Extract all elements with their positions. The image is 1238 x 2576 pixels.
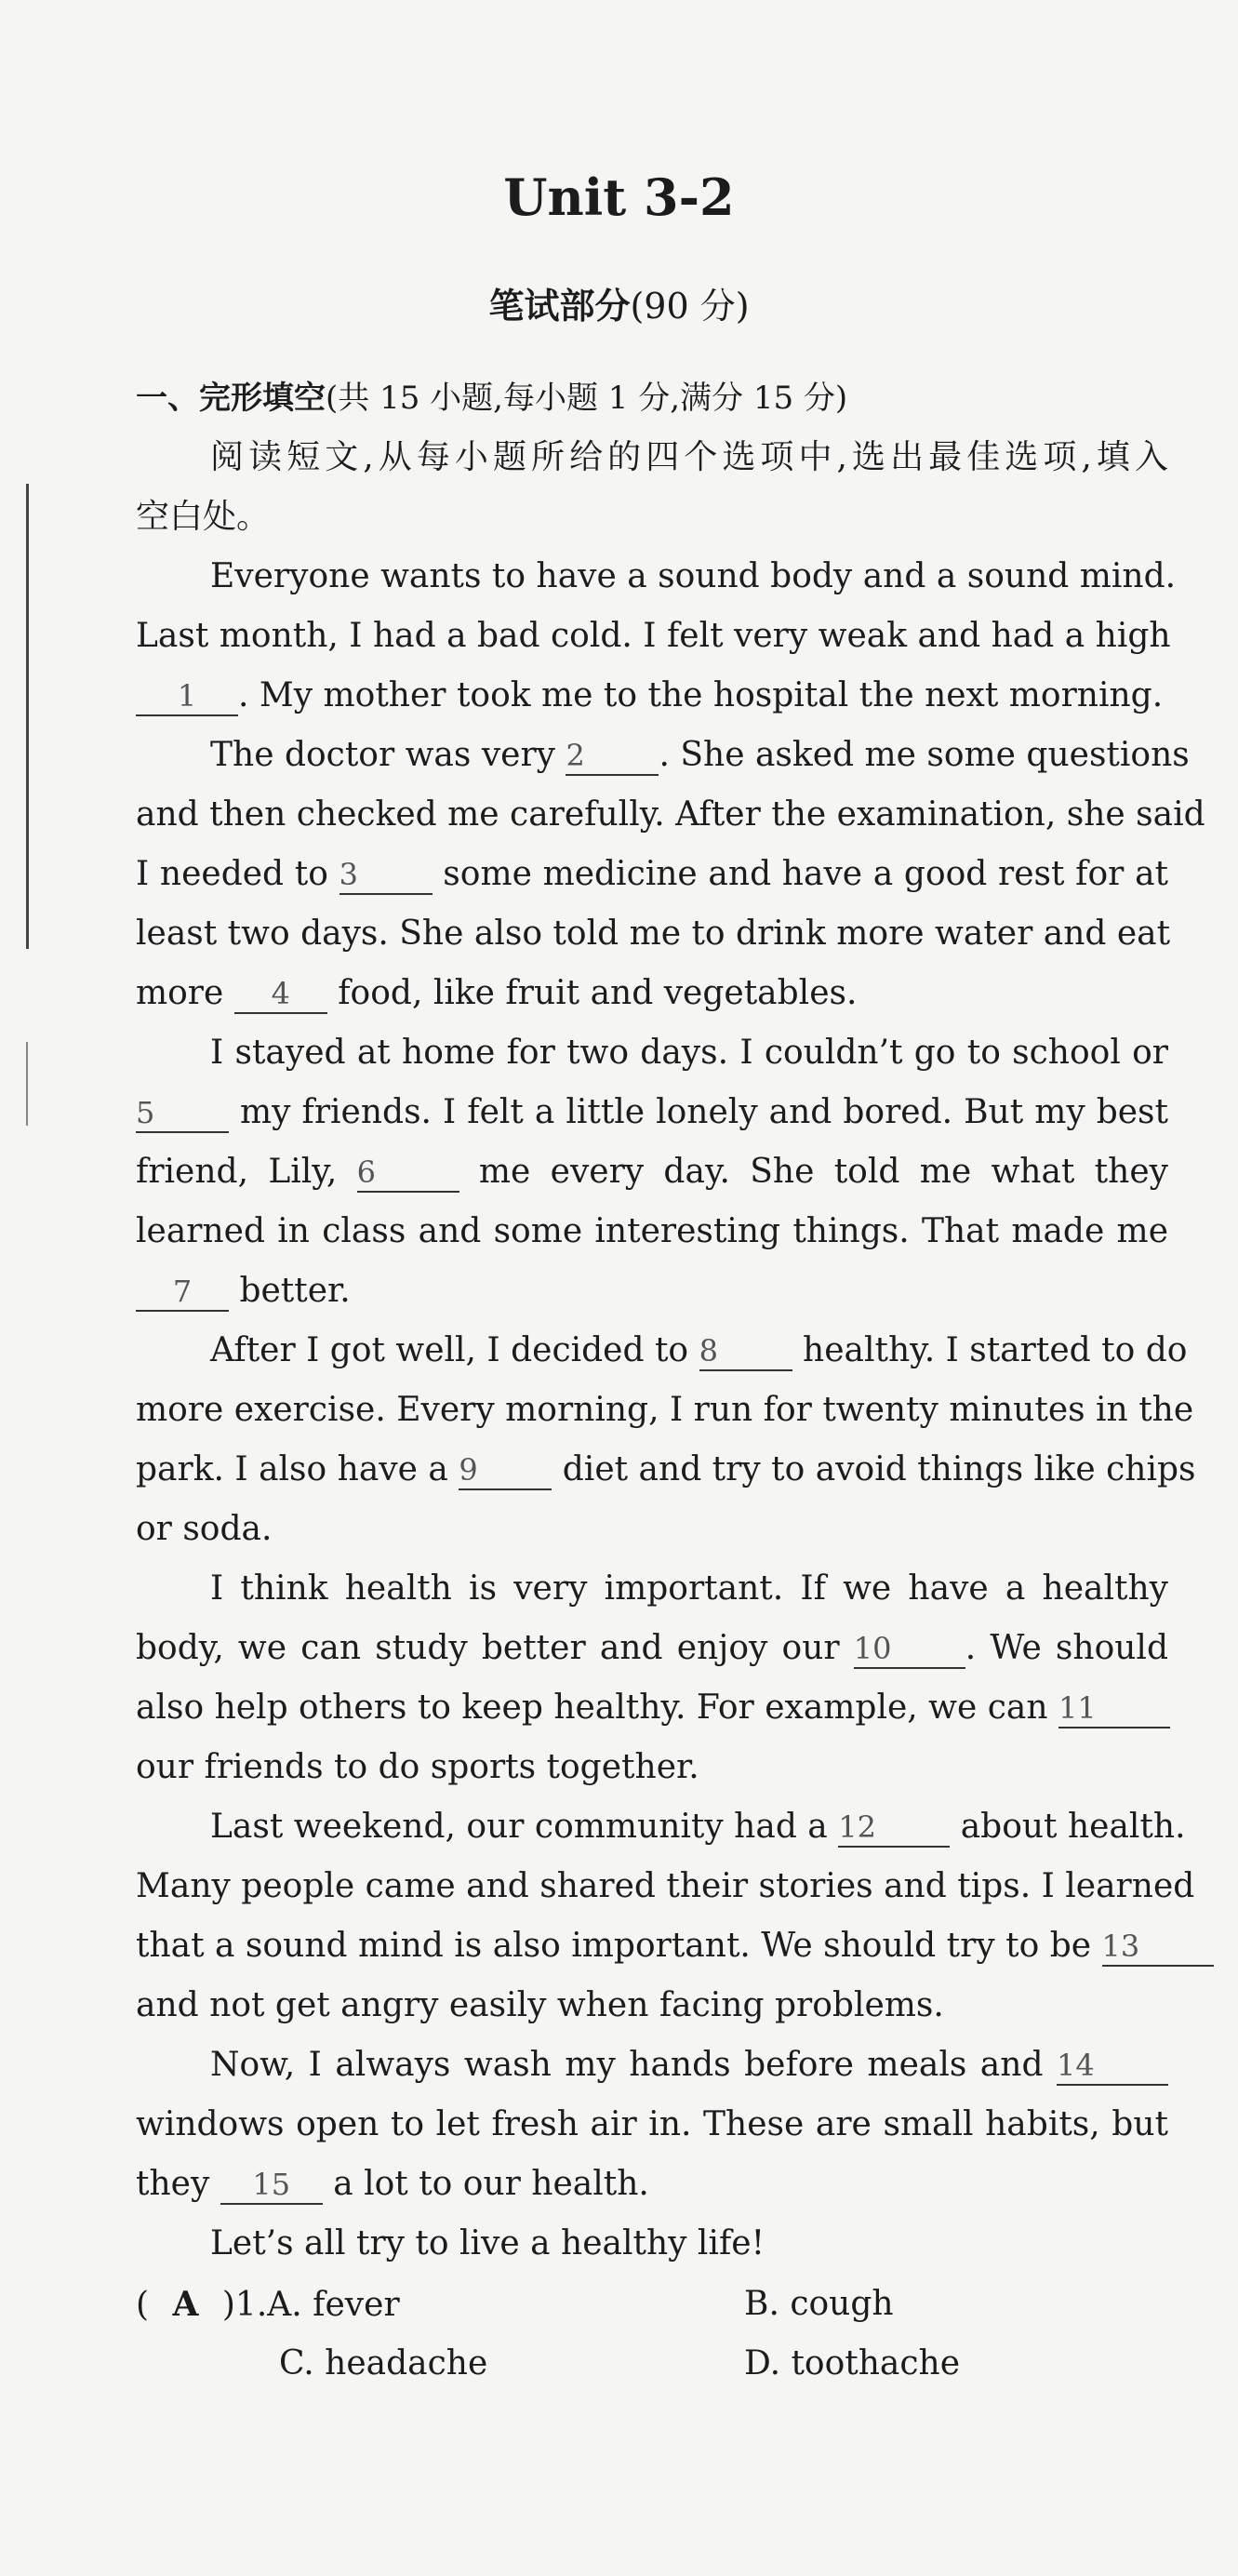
passage-text: After I got well, I decided to [210,1331,689,1369]
blank-15[interactable]: 15 [220,2166,323,2205]
passage-text: Now, I always wash my hands before meals and [210,2046,1044,2084]
passage-line [136,1797,1186,1857]
passage-text: park. I also have a [136,1450,448,1488]
passage-text: they [136,2165,210,2203]
option-b[interactable]: B. cough [744,2285,894,2323]
passage-text: also help others to keep healthy. For example, we can [136,1688,1048,1727]
passage-text: a lot to our health. [333,2165,649,2203]
blank-11[interactable]: 11 [1058,1689,1170,1728]
page-title: Unit 3-2 [503,167,735,227]
passage-line: least two days. She also told me to drink more water and eat [136,914,1171,953]
subtitle-main: 笔试部分 [488,285,631,327]
question-1-row [136,2285,400,2324]
blank-10[interactable]: 10 [854,1630,965,1669]
blank-13[interactable]: 13 [1102,1928,1214,1967]
passage-line: and not get angry easily when facing problems. [136,1986,944,2024]
blank-12[interactable]: 12 [838,1809,950,1848]
passage-text: that a sound mind is also important. We should try to be [136,1927,1092,1965]
answer-bracket-open: ( [136,2286,150,2324]
section-label: 一、完形填空 [136,380,326,417]
passage-line [136,1261,1168,1321]
instructions-line-1: 阅读短文,从每小题所给的四个选项中,选出最佳选项,填入 [210,438,1168,476]
passage-line: I think health is very important. If we have a healthy [210,1569,1168,1608]
passage-line: and then checked me carefully. After the examination, she said [136,795,1205,834]
passage-line [136,2035,1168,2095]
instructions-line-2: 空白处。 [136,498,271,536]
passage-line [136,1142,1168,1202]
blank-3[interactable]: 3 [339,856,433,895]
passage-line: or soda. [136,1510,273,1548]
passage-text: food, like fruit and vegetables. [338,974,858,1012]
passage-line [136,964,1168,1023]
passage-line [136,1678,1168,1738]
passage-line [136,1916,1168,1976]
passage-line [136,845,1168,904]
blank-5[interactable]: 5 [136,1094,229,1133]
passage-line: windows open to let fresh air in. These are small habits, but [136,2105,1168,2143]
option-d[interactable]: D. toothache [744,2344,961,2382]
question-number: )1. [221,2286,268,2324]
option-c[interactable]: C. headache [279,2344,488,2382]
margin-binding-line-2 [26,1042,28,1126]
passage-text: diet and try to avoid things like chips [562,1450,1196,1488]
passage-line: more exercise. Every morning, I run for twenty minutes in the [136,1391,1194,1429]
passage-line: our friends to do sports together. [136,1748,699,1786]
passage-text: healthy. I started to do [803,1331,1188,1369]
passage-text: my friends. I felt a little lonely and bored. But my best [240,1093,1168,1131]
passage-text: Last weekend, our community had a [210,1808,828,1846]
answer-choice[interactable]: A [172,2285,199,2324]
passage-line [136,726,1190,785]
passage-text: I needed to [136,855,328,893]
blank-9[interactable]: 9 [459,1451,552,1490]
passage-text: . We should [965,1629,1168,1667]
passage-line: Let’s all try to live a healthy life! [210,2224,765,2262]
blank-8[interactable]: 8 [699,1332,792,1371]
passage-text: more [136,974,224,1012]
passage-line [136,1440,1196,1500]
subtitle-score: (90 分) [630,286,750,327]
passage-line: learned in class and some interesting things. That made me [136,1212,1168,1250]
passage-text: . My mother took me to the hospital the next morning. [238,676,1164,714]
passage-line [136,1083,1168,1142]
option-a[interactable]: A. fever [267,2286,400,2324]
passage-line [136,1619,1168,1678]
passage-line: Everyone wants to have a sound body and a sound mind. [210,557,1177,595]
passage-text: . She asked me some questions [659,736,1190,774]
passage-line [136,666,1168,726]
passage-text: some medicine and have a good rest for at [443,855,1168,893]
section-detail: (共 15 小题,每小题 1 分,满分 15 分) [326,380,848,417]
passage-text: about health. [960,1808,1186,1846]
passage-text: The doctor was very [210,736,556,774]
section-subtitle [0,277,1238,328]
passage-line: Many people came and shared their stories and tips. I learned [136,1867,1195,1905]
blank-7[interactable]: 7 [136,1273,229,1312]
passage-text: better. [239,1272,351,1310]
passage-line [136,1321,1188,1381]
blank-2[interactable]: 2 [566,737,659,776]
blank-6[interactable]: 6 [357,1154,459,1193]
margin-binding-line [26,484,29,949]
passage-line: Last month, I had a bad cold. I felt very weak and had a high [136,617,1171,655]
passage-text: body, we can study better and enjoy our [136,1629,840,1667]
passage-text: me every day. She told me what they [478,1153,1168,1191]
blank-4[interactable]: 4 [234,975,327,1014]
section-heading [136,372,847,418]
passage-line: I stayed at home for two days. I couldn’t go to school or [210,1034,1168,1072]
passage-line [136,2155,1168,2214]
passage-text: friend, Lily, [136,1153,338,1191]
blank-14[interactable]: 14 [1057,2047,1168,2086]
blank-1[interactable]: 1 [136,677,238,716]
